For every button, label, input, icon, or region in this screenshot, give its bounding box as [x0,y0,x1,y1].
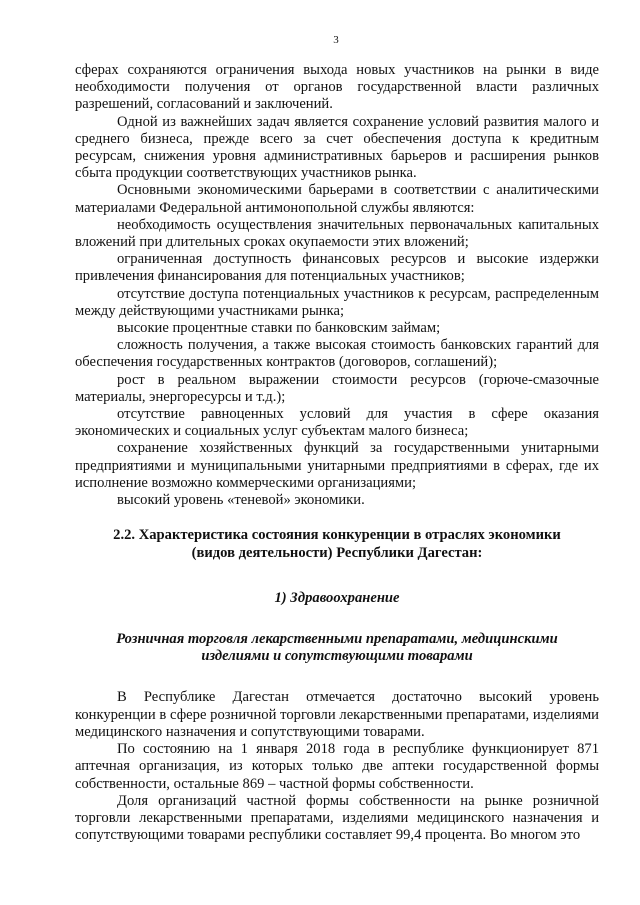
list-item: рост в реальном выражении стоимости ресурсов (горюче-смазочные материалы, энергоресурсы и т.д.); [75,371,599,405]
paragraph: Доля организаций частной формы собственности на рынке розничной торговли лекарственными препаратами, изделиями медицинского назначения и сопутствующими товарами республики составляет 99,4 процента. Во многом это [75,792,599,844]
list-item: высокий уровень «теневой» экономики. [117,492,365,509]
subsubsection-heading-line: Розничная торговля лекарственными препаратами, медицинскими [116,631,558,648]
list-item: сложность получения, а также высокая стоимость банковских гарантий для обеспечения государственных контрактов (договоров, соглашений); [75,337,599,371]
list-item: необходимость осуществления значительных первоначальных капитальных вложений при длительных сроках окупаемости этих вложений; [75,216,599,251]
section-heading-line: (видов деятельности) Республики Дагестан: [191,545,483,562]
list-item: высокие процентные ставки по банковским займам; [117,320,441,337]
section-heading-line: 2.2. Характеристика состояния конкуренции в отраслях экономики [113,527,561,544]
list-item: отсутствие доступа потенциальных участников к ресурсам, распределенным между действующими участниками рынка; [75,285,599,319]
page-number: 3 [333,34,339,46]
list-item: отсутствие равноценных условий для участия в сфере оказания экономических и социальных услуг субъектам малого бизнеса; [75,406,599,440]
paragraph: В Республике Дагестан отмечается достаточно высокий уровень конкуренции в сфере розничной торговли лекарственными препаратами, изделиями медицинского назначения и сопутствующими товарами. [75,689,599,740]
list-item: сохранение хозяйственных функций за государственными унитарными предприятиями и муниципальными унитарными предприятиями в сферах, где их исполнение возможно коммерческими организациями; [75,440,599,491]
document-body [75,62,599,844]
paragraph: Одной из важнейших задач является сохранение условий развития малого и среднего бизнеса, прежде всего за счет обеспечения доступа к кредитным ресурсам, снижения уровня административных барьеров и расширения рынков сбыта продукции соответствующих участников рынка. [75,113,599,182]
subsection-heading: 1) Здравоохранение [274,590,400,607]
paragraph: Основными экономическими барьерами в соответствии с аналитическими материалами Федеральной антимонопольной службы являются: [75,182,599,216]
subsubsection-heading-line: изделиями и сопутствующими товарами [201,648,473,665]
section-heading [75,526,599,562]
paragraph: По состоянию на 1 января 2018 года в республике функционирует 871 аптечная организация, из которых только две аптеки государственной формы собственности, остальные 869 – частной формы собственности. [75,741,599,792]
list-item: ограниченная доступность финансовых ресурсов и высокие издержки привлечения финансирования для потенциальных участников; [75,251,599,285]
paragraph: сферах сохраняются ограничения выхода новых участников на рынки в виде необходимости получения от органов государственной власти различных разрешений, согласований и заключений. [75,62,599,113]
subsubsection-heading [75,631,599,665]
